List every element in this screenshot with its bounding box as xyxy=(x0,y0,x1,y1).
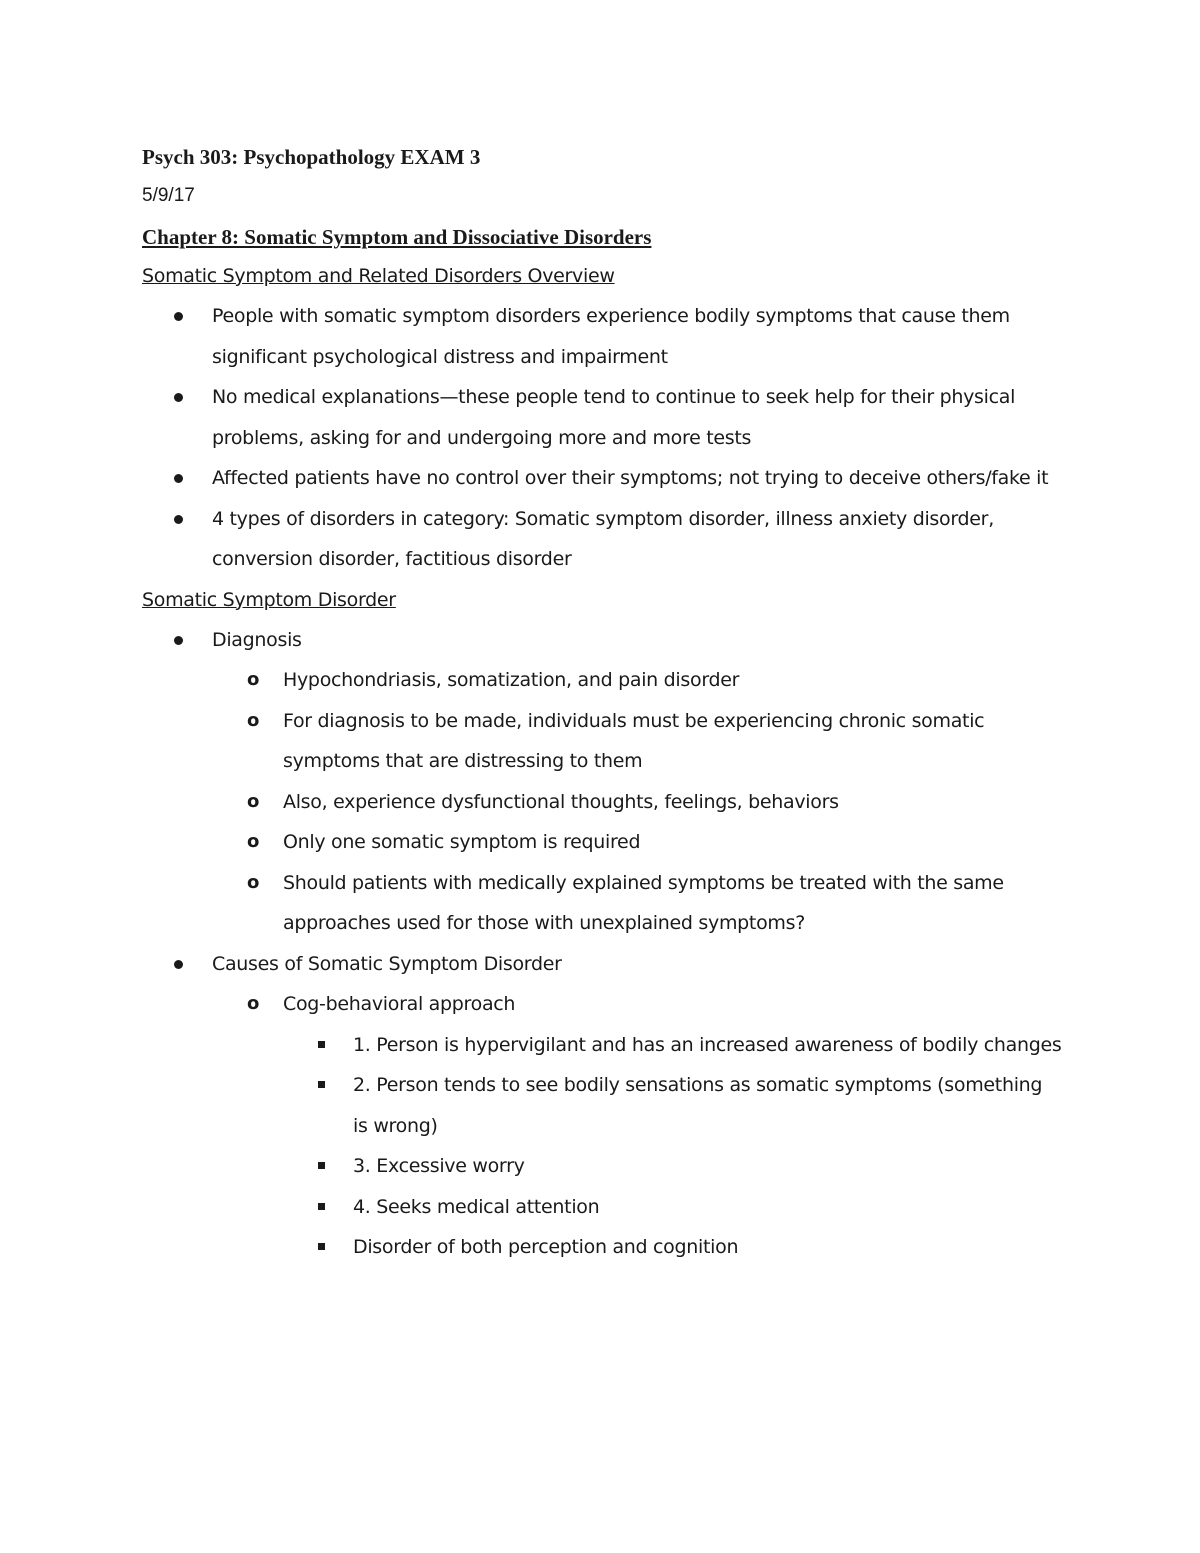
list-item xyxy=(142,1227,1062,1268)
list-item xyxy=(142,822,1062,863)
list-item xyxy=(142,782,1062,823)
list-item xyxy=(142,1146,1062,1187)
list-item xyxy=(142,863,1062,944)
bullet-circle-icon: o xyxy=(247,790,260,812)
list-item xyxy=(142,1025,1062,1066)
list-item-text: People with somatic symptom disorders experience bodily symptoms that cause them significant psychological distress and impairment xyxy=(212,305,1010,368)
bullet-circle-icon: o xyxy=(247,709,260,731)
document-date: 5/9/17 xyxy=(142,185,195,206)
document-title: Psych 303: Psychopathology EXAM 3 xyxy=(142,145,481,169)
bullet-circle-icon: o xyxy=(247,993,260,1014)
chapter-heading: Chapter 8: Somatic Symptom and Dissociative Disorders xyxy=(142,225,652,249)
ssd-list xyxy=(142,620,1062,1268)
bullet-dot-icon xyxy=(174,474,183,483)
bullet-square-icon xyxy=(318,1162,325,1169)
list-item-text: For diagnosis to be made, individuals must be experiencing chronic somatic symptoms that are distressing to them xyxy=(283,709,985,772)
bullet-square-icon xyxy=(318,1041,325,1048)
list-item xyxy=(142,660,1062,701)
list-item xyxy=(142,1187,1062,1228)
list-item xyxy=(142,296,1062,377)
bullet-circle-icon: o xyxy=(247,831,260,852)
list-item xyxy=(142,377,1062,458)
list-item-text: 1. Person is hypervigilant and has an increased awareness of bodily changes xyxy=(353,1033,1062,1056)
list-item-text: Only one somatic symptom is required xyxy=(283,831,641,853)
list-item-text: No medical explanations—these people tend to continue to seek help for their physical problems, asking for and undergoing more and more tests xyxy=(212,386,1016,449)
list-item-text: 4. Seeks medical attention xyxy=(353,1195,600,1218)
list-item-text: Cog-behavioral approach xyxy=(283,993,516,1015)
bullet-dot-icon xyxy=(174,515,183,524)
list-item-text: 3. Excessive worry xyxy=(353,1155,525,1177)
list-item-text: 2. Person tends to see bodily sensations as somatic symptoms (something is wrong) xyxy=(353,1074,1043,1137)
list-item-text: 4 types of disorders in category: Somatic symptom disorder, illness anxiety disorder, conversion disorder, factitious disorder xyxy=(212,507,994,570)
list-item-approach xyxy=(142,984,1062,1025)
bullet-circle-icon: o xyxy=(247,669,260,690)
bullet-circle-icon: o xyxy=(247,871,260,893)
list-item-diagnosis xyxy=(142,620,1062,661)
bullet-square-icon xyxy=(318,1081,325,1088)
list-item xyxy=(142,499,1062,580)
list-item-text: Should patients with medically explained symptoms be treated with the same approaches used for those with unexplained symptoms? xyxy=(283,871,1004,934)
document-content xyxy=(142,140,1062,1268)
bullet-dot-icon xyxy=(174,393,183,402)
section-heading-overview: Somatic Symptom and Related Disorders Overview xyxy=(142,265,615,287)
section-heading-ssd: Somatic Symptom Disorder xyxy=(142,588,396,611)
list-item xyxy=(142,458,1062,499)
bullet-dot-icon xyxy=(174,312,183,321)
list-item xyxy=(142,701,1062,782)
list-item-text: Affected patients have no control over their symptoms; not trying to deceive others/fake it xyxy=(212,467,1049,489)
list-item-text: Also, experience dysfunctional thoughts, feelings, behaviors xyxy=(283,790,839,813)
bullet-dot-icon xyxy=(174,636,183,645)
bullet-dot-icon xyxy=(174,960,183,969)
list-item-text: Disorder of both perception and cognition xyxy=(353,1236,739,1258)
overview-list xyxy=(142,296,1062,580)
list-item-text: Hypochondriasis, somatization, and pain disorder xyxy=(283,669,740,691)
list-item-text: Diagnosis xyxy=(212,628,302,651)
list-item-text: Causes of Somatic Symptom Disorder xyxy=(212,952,562,975)
list-item-causes xyxy=(142,944,1062,985)
bullet-square-icon xyxy=(318,1203,325,1210)
bullet-square-icon xyxy=(318,1243,325,1250)
list-item xyxy=(142,1065,1062,1146)
